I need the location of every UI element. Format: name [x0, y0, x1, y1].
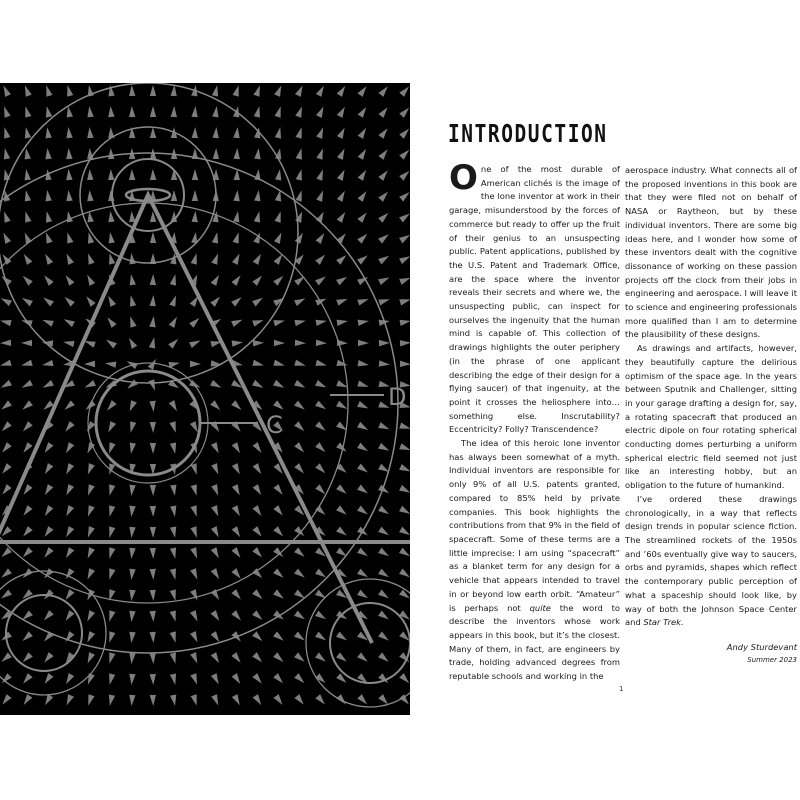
- paragraph-2-continued: aerospace industry. What connects all of the proposed inventions in this book are that they were filed not on behalf of NASA or Raytheon, but by these individual inventors. There are some big ideas here, and I wonder how some of these inventors dealt with the cognitive dissonance of working on these passion projects off the clock from their jobs in engineering and aerospace. I will leave it to science and engineering professionals more qualified than I am to determine the plausibility of these designs.: [625, 165, 797, 340]
- paragraph-1: [449, 158, 620, 437]
- text-column-left: [449, 158, 621, 684]
- page-title: INTRODUCTION: [448, 119, 608, 148]
- page-number: 1: [619, 685, 624, 693]
- paragraph-3: As drawings and artifacts, however, they beautifully capture the delirious optimism of the space age. In the years between Sputnik and Challenger, sitting in your garage drafting a design for, say, a rotating spacecraft that produced an electric dipole on four rotating spherical conducting domes perturbing a uniform spherical electric field seemed not just like an interesting hobby, but an obligation to the future of humankind.: [625, 343, 797, 491]
- paragraph-2: The idea of this heroic lone inventor has always been somewhat of a myth. Individual inventors are responsible for only 9% of all U.S. patents granted, compared to 85% held by private companies. This book highlights the contributions from that 9% in the field of spacecraft. Some of these terms are a little imprecise: I am using “spacecraft” as a blanket term for any design for a vehicle that appears intended to travel in or beyond low earth orbit. “Amateur” is perhaps not quite the word to describe the inventors whose work appears in this book, but it’s the closest. Many of them, in fact, are engineers by trade, holding advanced degrees from reputable schools and working in the: [449, 438, 621, 682]
- label-c: C: [266, 411, 283, 439]
- patent-figure-panel: [0, 83, 410, 715]
- paragraph-1-text: ne of the most durable of American clichés is the image of the lone inventor at work in their garage, misunderstood by the forces of commerce but ready to offer up the fruit of their genius to an unsuspecting public. Patent applications, published by the U.S. Patent and Trademark Office, are the space where the inventor reveals their secrets and where we, the unsuspecting public, can inspect for ourselves the ingenuity that the human mind is capable of. This collection of drawings highlights the outer periphery (in the phrase of one applicant describing the edge of their design for a flying saucer) of that ingenuity, at the point it crosses the heliosphere into… something else. Inscrutability? Eccentricity? Folly? Transcendence?: [449, 164, 620, 435]
- label-d: D: [388, 383, 407, 411]
- paragraph-4: I’ve ordered these drawings chronologically, in a way that reflects design trends in popular science fiction. The streamlined rockets of the 1950s and ’60s eventually give way to saucers, orbs and pyramids, shapes which reflect the contemporary public perception of what a spaceship should look like, by way of both the Johnson Space Center and Star Trek.: [625, 493, 797, 628]
- author-signature: Andy Sturdevant: [726, 641, 797, 652]
- text-column-right: [625, 164, 797, 666]
- text-page: [410, 83, 800, 715]
- drop-cap: O: [449, 158, 478, 198]
- signature-date: Summer 2023: [747, 655, 797, 664]
- patent-drawing: [0, 83, 410, 715]
